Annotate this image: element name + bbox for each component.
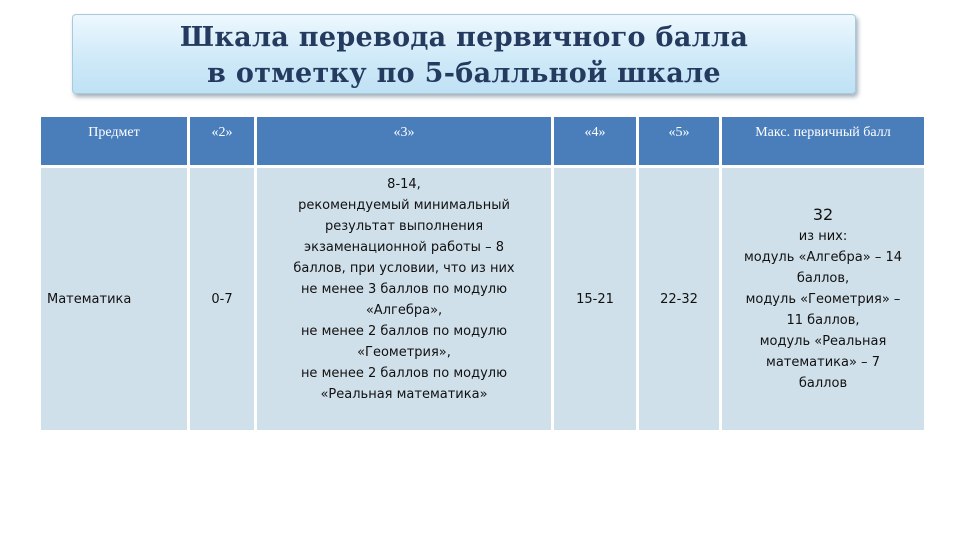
title-banner — [72, 14, 856, 94]
max-score-line: из них: — [798, 229, 848, 244]
max-score-line: 11 баллов, — [786, 313, 860, 328]
grade-3-line: рекомендуемый минимальный — [298, 198, 510, 213]
grade-3-line: баллов, при условии, что из них — [293, 261, 515, 276]
grade-3-line: «Реальная математика» — [320, 387, 488, 402]
cell-subject: Математика — [41, 168, 187, 430]
cell-max-score — [722, 168, 924, 430]
cell-grade-2: 0-7 — [190, 168, 254, 430]
cell-grade-5: 22-32 — [639, 168, 719, 430]
cell-grade-4: 15-21 — [554, 168, 636, 430]
grade-3-line: «Алгебра», — [365, 303, 443, 318]
cell-grade-3 — [257, 168, 551, 430]
table-header-row — [41, 117, 924, 165]
header-subject: Предмет — [41, 117, 187, 165]
max-score-line: математика» – 7 — [766, 355, 880, 370]
grade-3-line: «Геометрия», — [357, 345, 451, 360]
header-grade-3: «3» — [257, 117, 551, 165]
grade-3-line: экзаменационной работы – 8 — [304, 240, 504, 255]
grade-conversion-table — [38, 114, 927, 433]
grade-3-line: результат выполнения — [324, 219, 484, 234]
header-grade-5: «5» — [639, 117, 719, 165]
header-max-score: Макс. первичный балл — [722, 117, 924, 165]
max-score-line: модуль «Алгебра» – 14 — [743, 250, 903, 265]
max-score-line: баллов — [798, 376, 848, 391]
page-title-line-1: Шкала перевода первичного балла — [179, 22, 749, 53]
grade-3-line: не менее 2 баллов по модулю — [300, 324, 508, 339]
page-title-line-2: в отметку по 5-балльной шкале — [207, 58, 721, 89]
max-score-line: модуль «Геометрия» – — [745, 292, 901, 307]
max-score-line: модуль «Реальная — [759, 334, 887, 349]
header-grade-4: «4» — [554, 117, 636, 165]
grade-3-line: 8-14, — [387, 177, 421, 192]
max-score-line: баллов, — [796, 271, 850, 286]
grade-3-line: не менее 3 баллов по модулю — [300, 282, 508, 297]
grade-3-line: не менее 2 баллов по модулю — [300, 366, 508, 381]
table-row — [41, 168, 924, 430]
max-score-total: 32 — [812, 205, 834, 224]
header-grade-2: «2» — [190, 117, 254, 165]
